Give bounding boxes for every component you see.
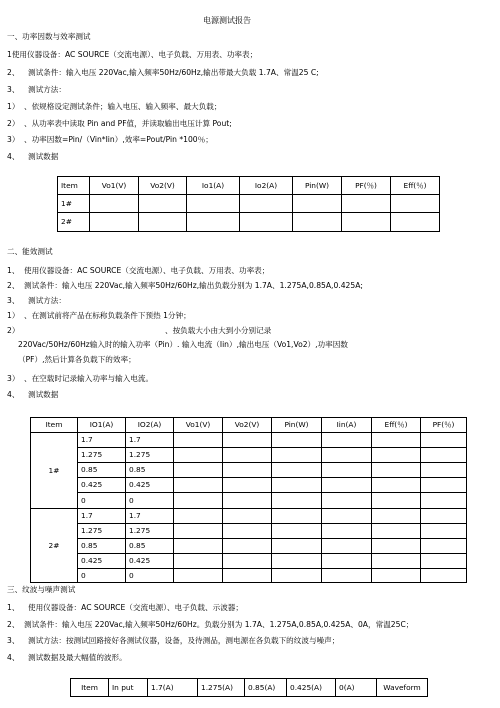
table-cell: 2#: [58, 213, 90, 232]
s1-line-2: 测试条件：输入电压 220Vac,输入频率50Hz/60Hz,输出带最大负载 1.7A、常温25 C;: [28, 68, 319, 77]
table-header: 0(A): [336, 679, 377, 697]
table-cell: 1.275: [126, 524, 174, 539]
table-header: 0.425(A): [287, 679, 336, 697]
table-header: 0.85(A): [245, 679, 287, 697]
table-header: Iin(A): [322, 418, 372, 433]
table-cell: 1.7: [78, 509, 126, 524]
table-row: [31, 433, 467, 448]
s3-line-2: 测试条件：输入电压 220Vac,输入频率50Hz/60Hz。负载分别为 1.7A、1.275A,0.85A,0.425A、0A，常温25C；: [24, 620, 414, 629]
table-row: [31, 509, 467, 524]
s2-num-3: 3、: [7, 296, 20, 305]
s1-line-3c: 、功率因数=Pin/（Vin*Iin）,效率=Pout/Pin *100％；: [24, 135, 213, 144]
table-row: [31, 554, 467, 569]
table-header-row: [71, 679, 428, 697]
table-row: [31, 493, 467, 509]
table-cell: 0: [78, 493, 126, 509]
table-cell: 1.275: [126, 448, 174, 463]
table-header: 1.275(A): [198, 679, 245, 697]
s2-line-4: 测试数据: [28, 390, 59, 399]
s3-num-4: 4、: [7, 653, 20, 662]
s2-line-3b-cont: 220Vac/50Hz/60Hz输入时的输入功率（Pin）. 输入电流（Iin）,输出电压（Vo1,Vo2）,功率因数: [18, 340, 348, 349]
table-row: [31, 524, 467, 539]
document-title: 电源测试报告: [203, 16, 251, 25]
s3-line-1: 使用仪器设备：AC SOURCE（交流电源）、电子负载、示波器；: [28, 603, 243, 612]
table-header: Io1(A): [187, 177, 240, 195]
s1-line-3: 测试方法：: [28, 85, 66, 94]
section1-heading: 一、功率因数与效率测试: [7, 32, 91, 41]
table-cell: 0.85: [126, 463, 174, 478]
table-cell: 0.85: [78, 539, 126, 554]
s1-num-3a: 1）: [7, 102, 20, 111]
table-header: Io2(A): [240, 177, 293, 195]
s2-num-2: 2、: [7, 281, 20, 290]
table-header: 1.7(A): [148, 679, 198, 697]
table-row: [31, 539, 467, 554]
table-cell: 1.7: [126, 433, 174, 448]
table-cell: 1.275: [78, 524, 126, 539]
ripple-noise-table: [70, 678, 428, 697]
table-cell-item: 1#: [31, 433, 78, 509]
s2-num-3a: 1）: [7, 311, 20, 320]
section3-heading: 三、纹波与噪声测试: [7, 585, 76, 594]
s2-num-1: 1、: [7, 266, 20, 275]
s2-num-3c: 3）: [7, 374, 20, 383]
s3-line-4: 测试数据及最大幅值的波形。: [28, 653, 127, 662]
table-cell: 0.85: [78, 463, 126, 478]
table-header: PF(％): [421, 418, 467, 433]
table-cell: 0.425: [78, 478, 126, 493]
table-header: Vo2(V): [223, 418, 272, 433]
s2-line-3a: 、在测试前将产品在标称负载条件下预热 1分钟；: [24, 311, 191, 320]
s2-num-4: 4、: [7, 390, 20, 399]
table-header: Eff(％): [372, 418, 421, 433]
table-cell: 0: [78, 569, 126, 583]
table-row: [31, 463, 467, 478]
s2-num-3b: 2）: [7, 326, 20, 335]
table-header: In put: [109, 679, 148, 697]
s3-num-3: 3、: [7, 636, 20, 645]
s1-num-4: 4、: [7, 152, 20, 161]
s3-num-1: 1、: [7, 603, 20, 612]
s2-line-1: 使用仪器设备：AC SOURCE（交流电源）、电子负载、万用表、功率表；: [24, 266, 270, 275]
table-cell: 1.7: [78, 433, 126, 448]
table-header: Vo1(V): [90, 177, 139, 195]
table-row: [31, 478, 467, 493]
section2-heading: 二、能效测试: [7, 247, 53, 256]
s1-num-3b: 2）: [7, 119, 20, 128]
table-header: Item: [58, 177, 90, 195]
s1-num-2: 2、: [7, 68, 20, 77]
table-header: Pin(W): [272, 418, 322, 433]
table-header: Vo2(V): [139, 177, 187, 195]
s3-num-2: 2、: [7, 620, 20, 629]
table-cell: 0: [126, 569, 174, 583]
table-cell: 0.425: [126, 478, 174, 493]
table-header: Vo1(V): [174, 418, 223, 433]
table-header-row: [58, 177, 440, 195]
s2-line-3b-cont2: （PF）,然后计算各负载下的效率；: [18, 355, 136, 364]
table-cell: 0: [126, 493, 174, 509]
table-cell: 1.275: [78, 448, 126, 463]
table-header: IO2(A): [126, 418, 174, 433]
table-header: Eff(％): [391, 177, 440, 195]
s2-line-2: 测试条件：输入电压 220Vac,输入频率50Hz/60Hz,输出负载分别为 1.7A、1.275A,0.85A,0.425A;: [24, 281, 363, 290]
s2-line-3c: 、在空载时记录输入功率与输入电流。: [24, 374, 154, 383]
table-row: [31, 448, 467, 463]
table-header: Pin(W): [293, 177, 342, 195]
s2-line-3b: 、按负载大小由大到小分别记录: [165, 326, 272, 335]
table-header: PF(％): [342, 177, 391, 195]
table-header: Item: [31, 418, 78, 433]
table-header: Waveform: [377, 679, 428, 697]
table-header: Item: [71, 679, 109, 697]
table-cell: 0.425: [78, 554, 126, 569]
s1-line-4: 测试数据: [28, 152, 59, 161]
s1-num-3: 3、: [7, 85, 20, 94]
table-header: IO1(A): [78, 418, 126, 433]
s3-line-3: 测试方法：按测试回路接好各测试仪器，设备，及待测品，测电源在各负载下的纹波与噪声；: [28, 636, 340, 645]
table-row: [31, 569, 467, 583]
table-cell: 0.85: [126, 539, 174, 554]
table-header-row: [31, 418, 467, 433]
energy-efficiency-table: [30, 417, 467, 583]
s2-line-3: 测试方法：: [28, 296, 66, 305]
table-cell: 1#: [58, 195, 90, 213]
s1-line-1: 1使用仪器设备：AC SOURCE（交流电源）、电子负载、万用表、功率表；: [7, 50, 258, 59]
table-row: [58, 195, 440, 213]
table-cell: 0.425: [126, 554, 174, 569]
s1-num-3c: 3）: [7, 135, 20, 144]
table-cell: 1.7: [126, 509, 174, 524]
efficiency-table: [57, 176, 440, 232]
table-cell-item: 2#: [31, 509, 78, 583]
s1-line-3a: 、依规格设定测试条件；输入电压、输入频率、最大负载；: [24, 102, 222, 111]
s1-line-3b: 、从功率表中读取 Pin and PF值，并读取输出电压计算 Pout;: [24, 119, 232, 128]
table-row: [58, 213, 440, 232]
